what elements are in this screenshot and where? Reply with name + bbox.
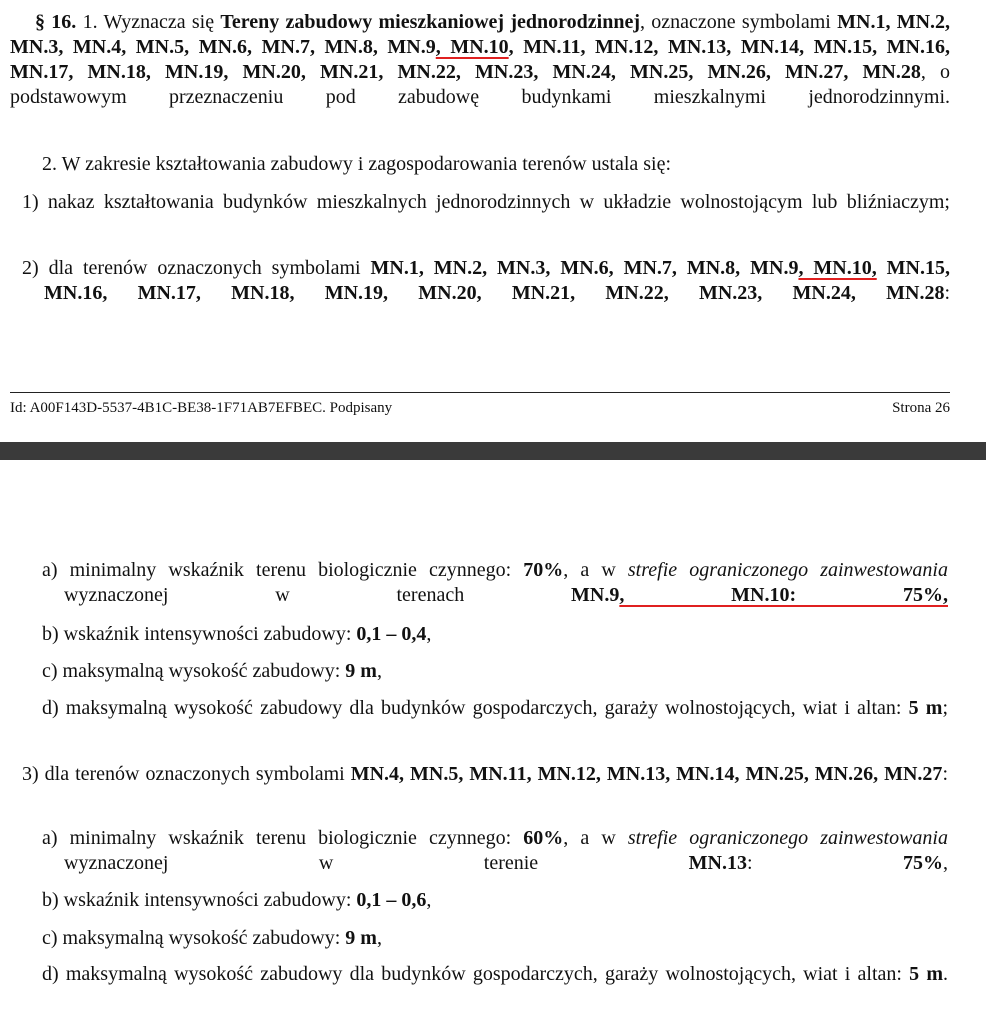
section-number: § 16. xyxy=(35,11,77,33)
document-id: Id: A00F143D-5537-4B1C-BE38-1F71AB7EFBEC. Podpisany xyxy=(10,400,393,416)
page-break-bar xyxy=(0,442,986,460)
sub-item-d-2: d) maksymalną wysokość zabudowy dla budynków gospodarczych, garaży wolnostojących, wiat i altan: 5 m. xyxy=(42,963,948,985)
sub-item-b-2: b) wskaźnik intensywności zabudowy: 0,1 – 0,6, xyxy=(42,889,432,911)
symbols-list: MN.1, MN.2, MN.3, MN.4, MN.5, MN.6, MN.7, MN.8, MN.9 xyxy=(10,11,951,58)
highlighted-symbol: , MN.10 xyxy=(435,36,509,58)
list-item-3: 3) dla terenów oznaczonych symbolami MN.4, MN.5, MN.11, MN.12, MN.13, MN.14, MN.25, MN.26, MN.27: xyxy=(22,763,948,785)
sub-item-d-1: d) maksymalną wysokość zabudowy dla budynków gospodarczych, garaży wolnostojących, wiat i altan: 5 m; xyxy=(42,697,948,719)
footer-divider xyxy=(10,392,950,393)
highlighted-symbol: , MN.10, xyxy=(798,257,877,279)
zoning-term: Tereny zabudowy mieszkaniowej jednorodzinnej xyxy=(220,11,640,33)
sub-item-a-1: a) minimalny wskaźnik terenu biologicznie czynnego: 70%, a w strefie ograniczonego zainwestowania wyznaczonej w terenach MN.9, MN.10: 75%, xyxy=(42,559,948,606)
sub-item-c-1: c) maksymalną wysokość zabudowy: 9 m, xyxy=(42,660,382,682)
list-item-1: 1) nakaz kształtowania budynków mieszkalnych jednorodzinnych w układzie wolnostojącym lub bliźniaczym; xyxy=(22,191,950,213)
point-2: 2. W zakresie kształtowania zabudowy i zagospodarowania terenów ustala się: xyxy=(42,153,672,175)
sub-item-b-1: b) wskaźnik intensywności zabudowy: 0,1 – 0,4, xyxy=(42,623,432,645)
sub-item-c-2: c) maksymalną wysokość zabudowy: 9 m, xyxy=(42,927,382,949)
symbols-list-rest: , MN.11, MN.12, MN.13, MN.14, MN.15, MN.16, MN.17, MN.18, MN.19, MN.20, MN.21, MN.22, MN.23, MN.24, MN.25, MN.26, MN.27, MN.28 xyxy=(10,36,950,83)
page-number: Strona 26 xyxy=(892,400,950,416)
list-item-2: 2) dla terenów oznaczonych symbolami MN.1, MN.2, MN.3, MN.6, MN.7, MN.8, MN.9, MN.10, MN.15, MN.16, MN.17, MN.18, MN.19, MN.20, MN.21, MN.22, MN.23, MN.24, MN.28: xyxy=(22,257,951,304)
paragraph-16: § 16. 1. Wyznacza się Tereny zabudowy mieszkaniowej jednorodzinnej, oznaczone symbolami MN.1, MN.2, MN.3, MN.4, MN.5, MN.6, MN.7, MN.8, MN.9, MN.10, MN.11, MN.12, MN.13, MN.14, MN.15, MN.16, MN.17, MN.18, MN.19, MN.20, MN.21, MN.22, MN.23, MN.24, MN.25, MN.26, MN.27, MN.28, o podstawowym przeznaczeniu pod zabudowę budynkami mieszkalnymi jednorodzinnymi. xyxy=(10,11,951,108)
sub-item-a-2: a) minimalny wskaźnik terenu biologicznie czynnego: 60%, a w strefie ograniczonego zainwestowania wyznaczonej w terenie MN.13: 75%, xyxy=(42,827,948,874)
highlighted-symbol: , MN.10: 75%, xyxy=(619,584,948,606)
